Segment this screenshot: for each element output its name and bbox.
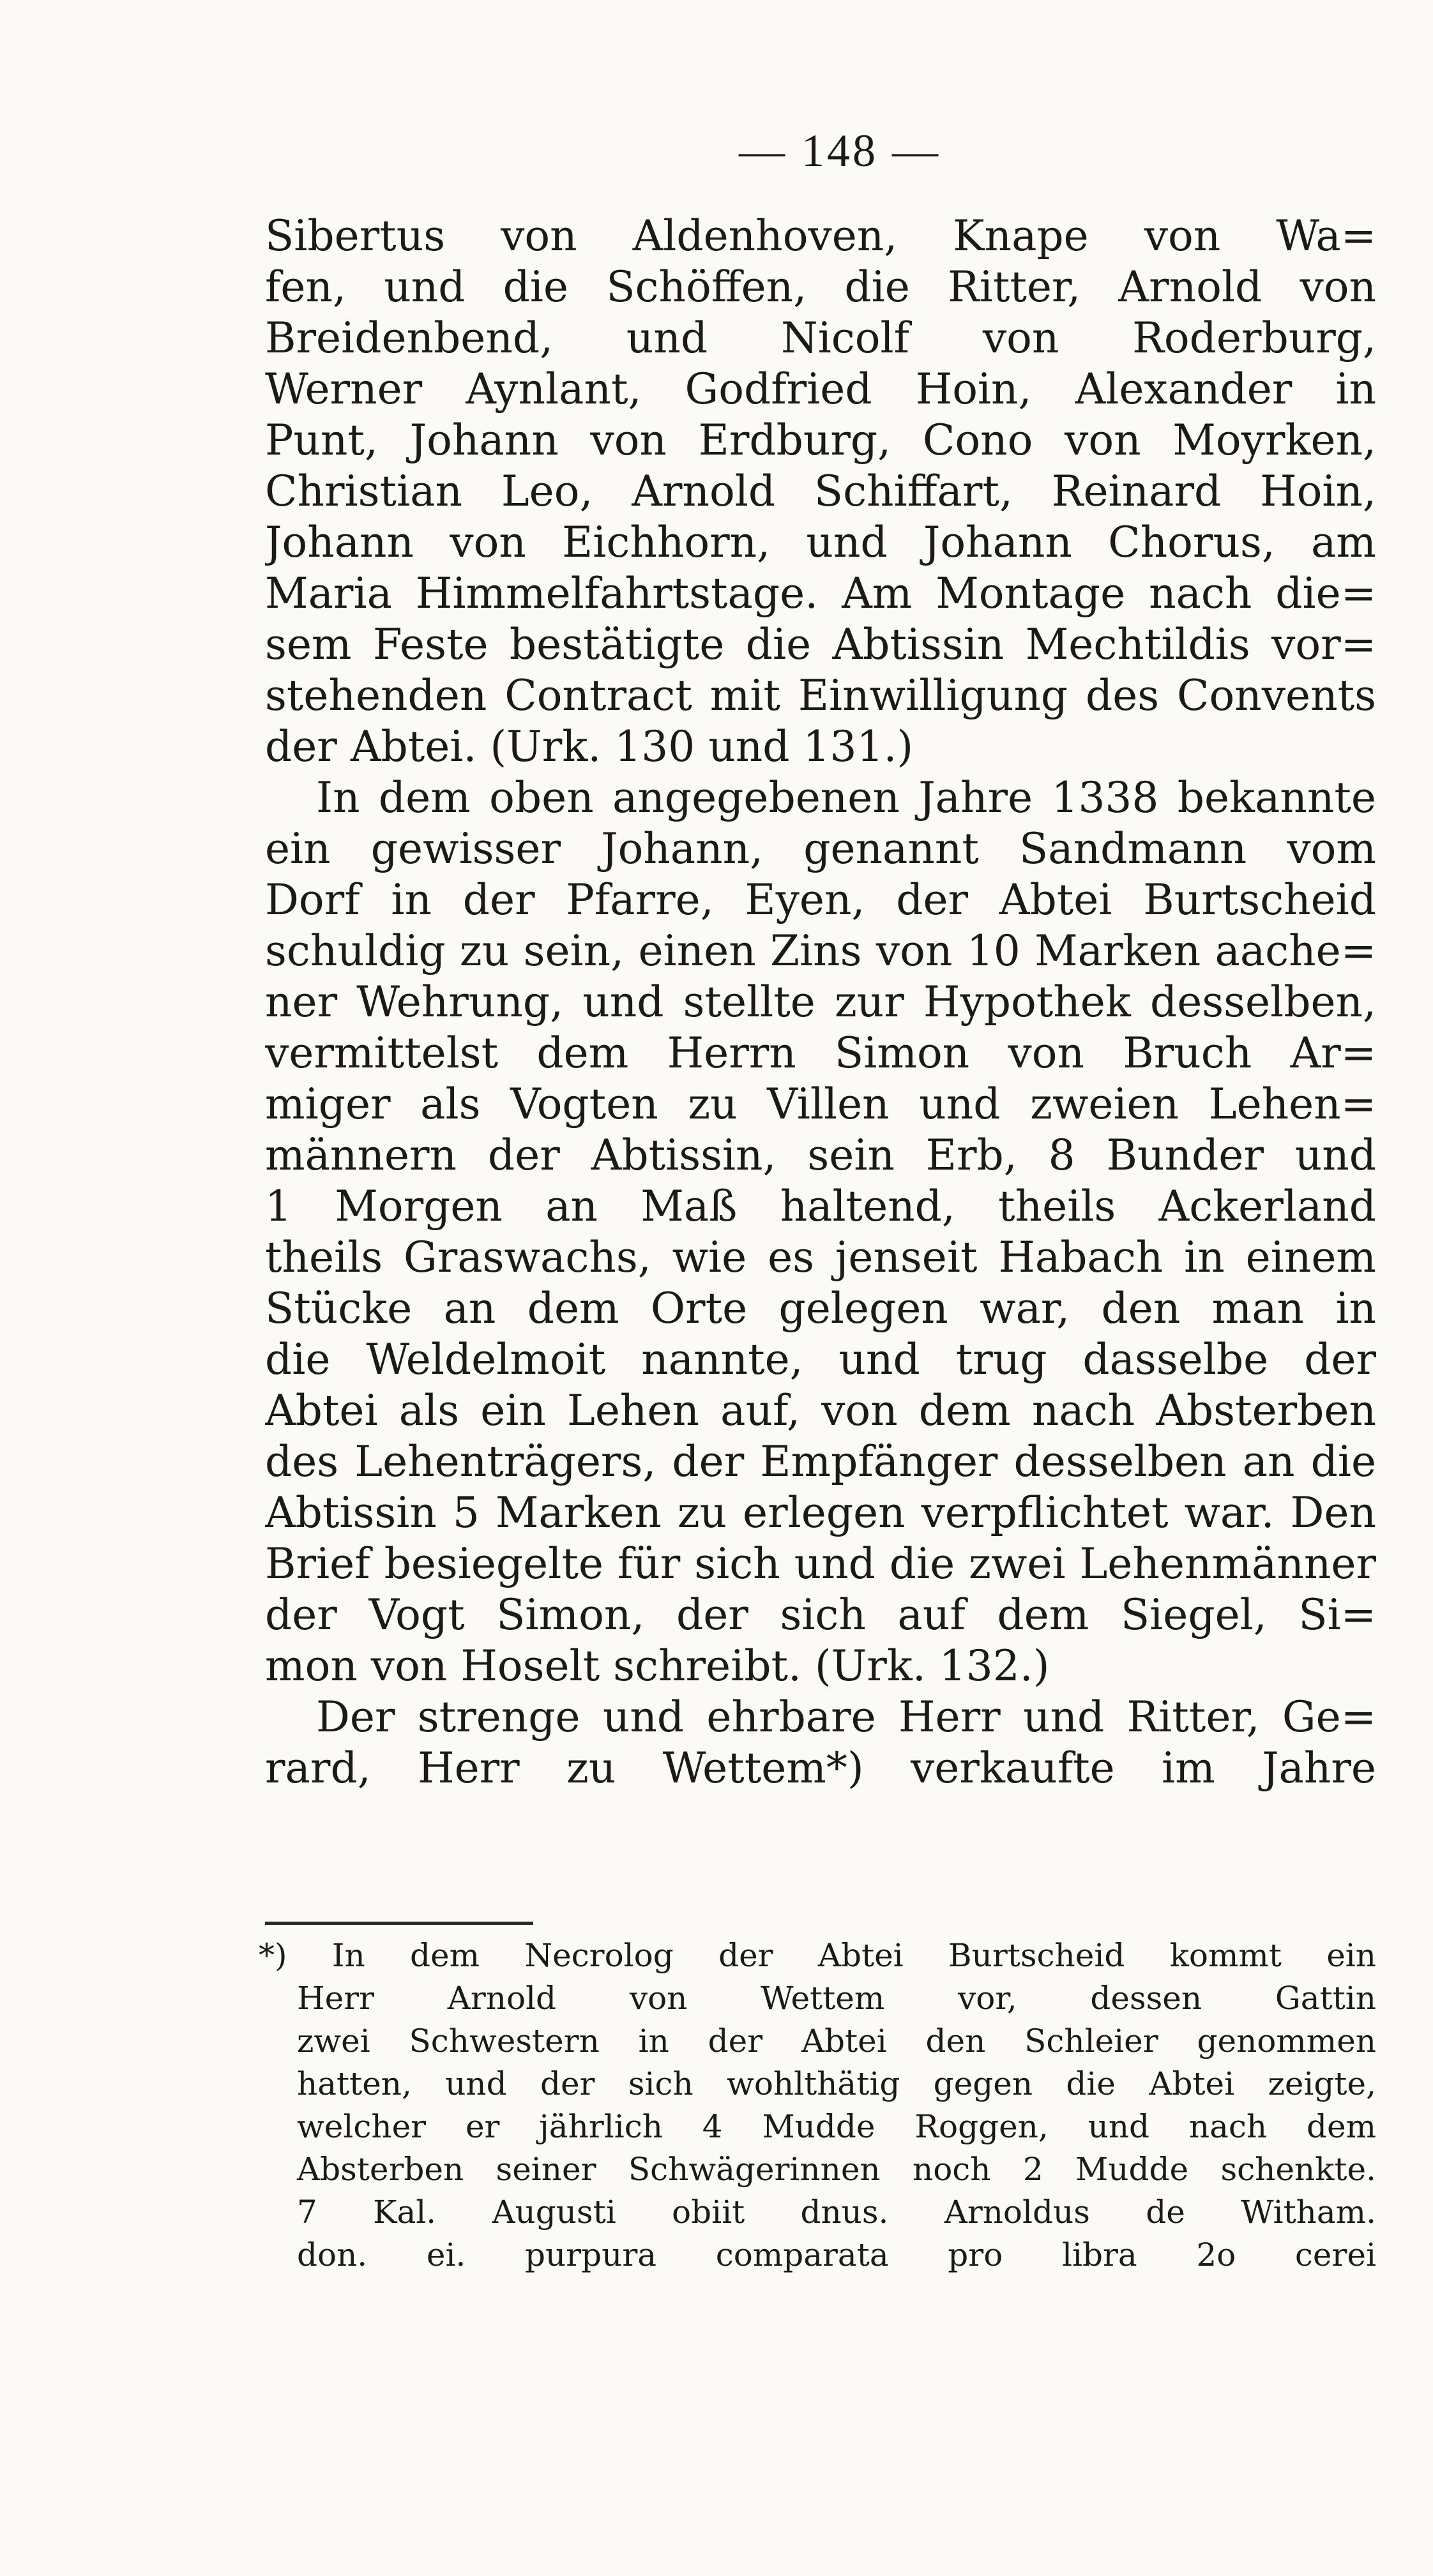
text-line: Stücke an dem Orte gelegen war, den man in (265, 1284, 1376, 1333)
paragraph (265, 1692, 1376, 1794)
page-number: — 148 — (739, 125, 941, 176)
footnote-line: hatten, und der sich wohlthätig gegen die Abtei zeigte, (297, 2065, 1376, 2102)
text-line: sem Feste bestätigte die Abtissin Mechtildis vor= (265, 620, 1376, 669)
footnote-line: welcher er jährlich 4 Mudde Roggen, und nach dem (297, 2108, 1376, 2145)
text-line: 1 Morgen an Maß haltend, theils Ackerland (265, 1182, 1376, 1231)
footnote-line: don. ei. purpura comparata pro libra 2o cerei (297, 2236, 1376, 2273)
text-line: schuldig zu sein, einen Zins von 10 Marken aache= (265, 926, 1376, 975)
text-line: männern der Abtissin, sein Erb, 8 Bunder und (265, 1131, 1376, 1180)
footnote-line: Herr Arnold von Wettem vor, dessen Gattin (297, 1980, 1376, 2017)
footnote-line: zwei Schwestern in der Abtei den Schleier genommen (297, 2022, 1376, 2060)
text-line: des Lehenträgers, der Empfänger desselben an die (265, 1437, 1376, 1486)
text-line: Dorf in der Pfarre, Eyen, der Abtei Burtscheid (265, 875, 1376, 924)
footnote (259, 1934, 1376, 2277)
text-line: vermittelst dem Herrn Simon von Bruch Ar= (265, 1028, 1376, 1078)
text-line: Der strenge und ehrbare Herr und Ritter, Ge= (316, 1692, 1376, 1742)
text-line: Maria Himmelfahrtstage. Am Montage nach die= (265, 569, 1376, 618)
text-line: In dem oben angegebenen Jahre 1338 bekannte (316, 773, 1376, 822)
text-line: der Vogt Simon, der sich auf dem Siegel, Si= (265, 1590, 1376, 1639)
footnote-line: 7 Kal. Augusti obiit dnus. Arnoldus de Witham. (297, 2194, 1376, 2231)
text-line: die Weldelmoit nannte, und trug dasselbe der (265, 1335, 1376, 1384)
text-line: Sibertus von Aldenhoven, Knape von Wa= (265, 211, 1376, 260)
text-line: Christian Leo, Arnold Schiffart, Reinard Hoin, (265, 467, 1376, 516)
footnote-line: *) In dem Necrolog der Abtei Burtscheid kommt ein (259, 1937, 1376, 1974)
text-line: Brief besiegelte für sich und die zwei Lehenmänner (265, 1539, 1376, 1588)
text-line: mon von Hoselt schreibt. (Urk. 132.) (265, 1641, 1050, 1691)
text-line: Punt, Johann von Erdburg, Cono von Moyrken, (265, 416, 1376, 465)
text-line: theils Graswachs, wie es jenseit Habach in einem (265, 1233, 1376, 1282)
footnote-divider (265, 1922, 533, 1925)
text-line: miger als Vogten zu Villen und zweien Lehen= (265, 1080, 1376, 1129)
text-line: ein gewisser Johann, genannt Sandmann vom (265, 824, 1376, 873)
main-text (265, 211, 1376, 1794)
text-line: fen, und die Schöffen, die Ritter, Arnold von (265, 262, 1376, 312)
paragraph (265, 772, 1376, 1692)
text-line: Breidenbend, und Nicolf von Roderburg, (265, 313, 1376, 363)
text-line: rard, Herr zu Wettem*) verkaufte im Jahre (265, 1744, 1376, 1793)
text-line: stehenden Contract mit Einwilligung des Convents (265, 671, 1376, 720)
text-line: Werner Aynlant, Godfried Hoin, Alexander in (265, 365, 1376, 414)
footnote-line: Absterben seiner Schwägerinnen noch 2 Mudde schenkte. (297, 2151, 1376, 2188)
text-line: Abtissin 5 Marken zu erlegen verpflichtet war. Den (265, 1488, 1376, 1537)
text-line: Johann von Eichhorn, und Johann Chorus, am (265, 518, 1376, 567)
paragraph (265, 211, 1376, 772)
text-line: ner Wehrung, und stellte zur Hypothek desselben, (265, 977, 1376, 1027)
text-line: Abtei als ein Lehen auf, von dem nach Absterben (265, 1386, 1376, 1435)
text-line: der Abtei. (Urk. 130 und 131.) (265, 722, 914, 771)
